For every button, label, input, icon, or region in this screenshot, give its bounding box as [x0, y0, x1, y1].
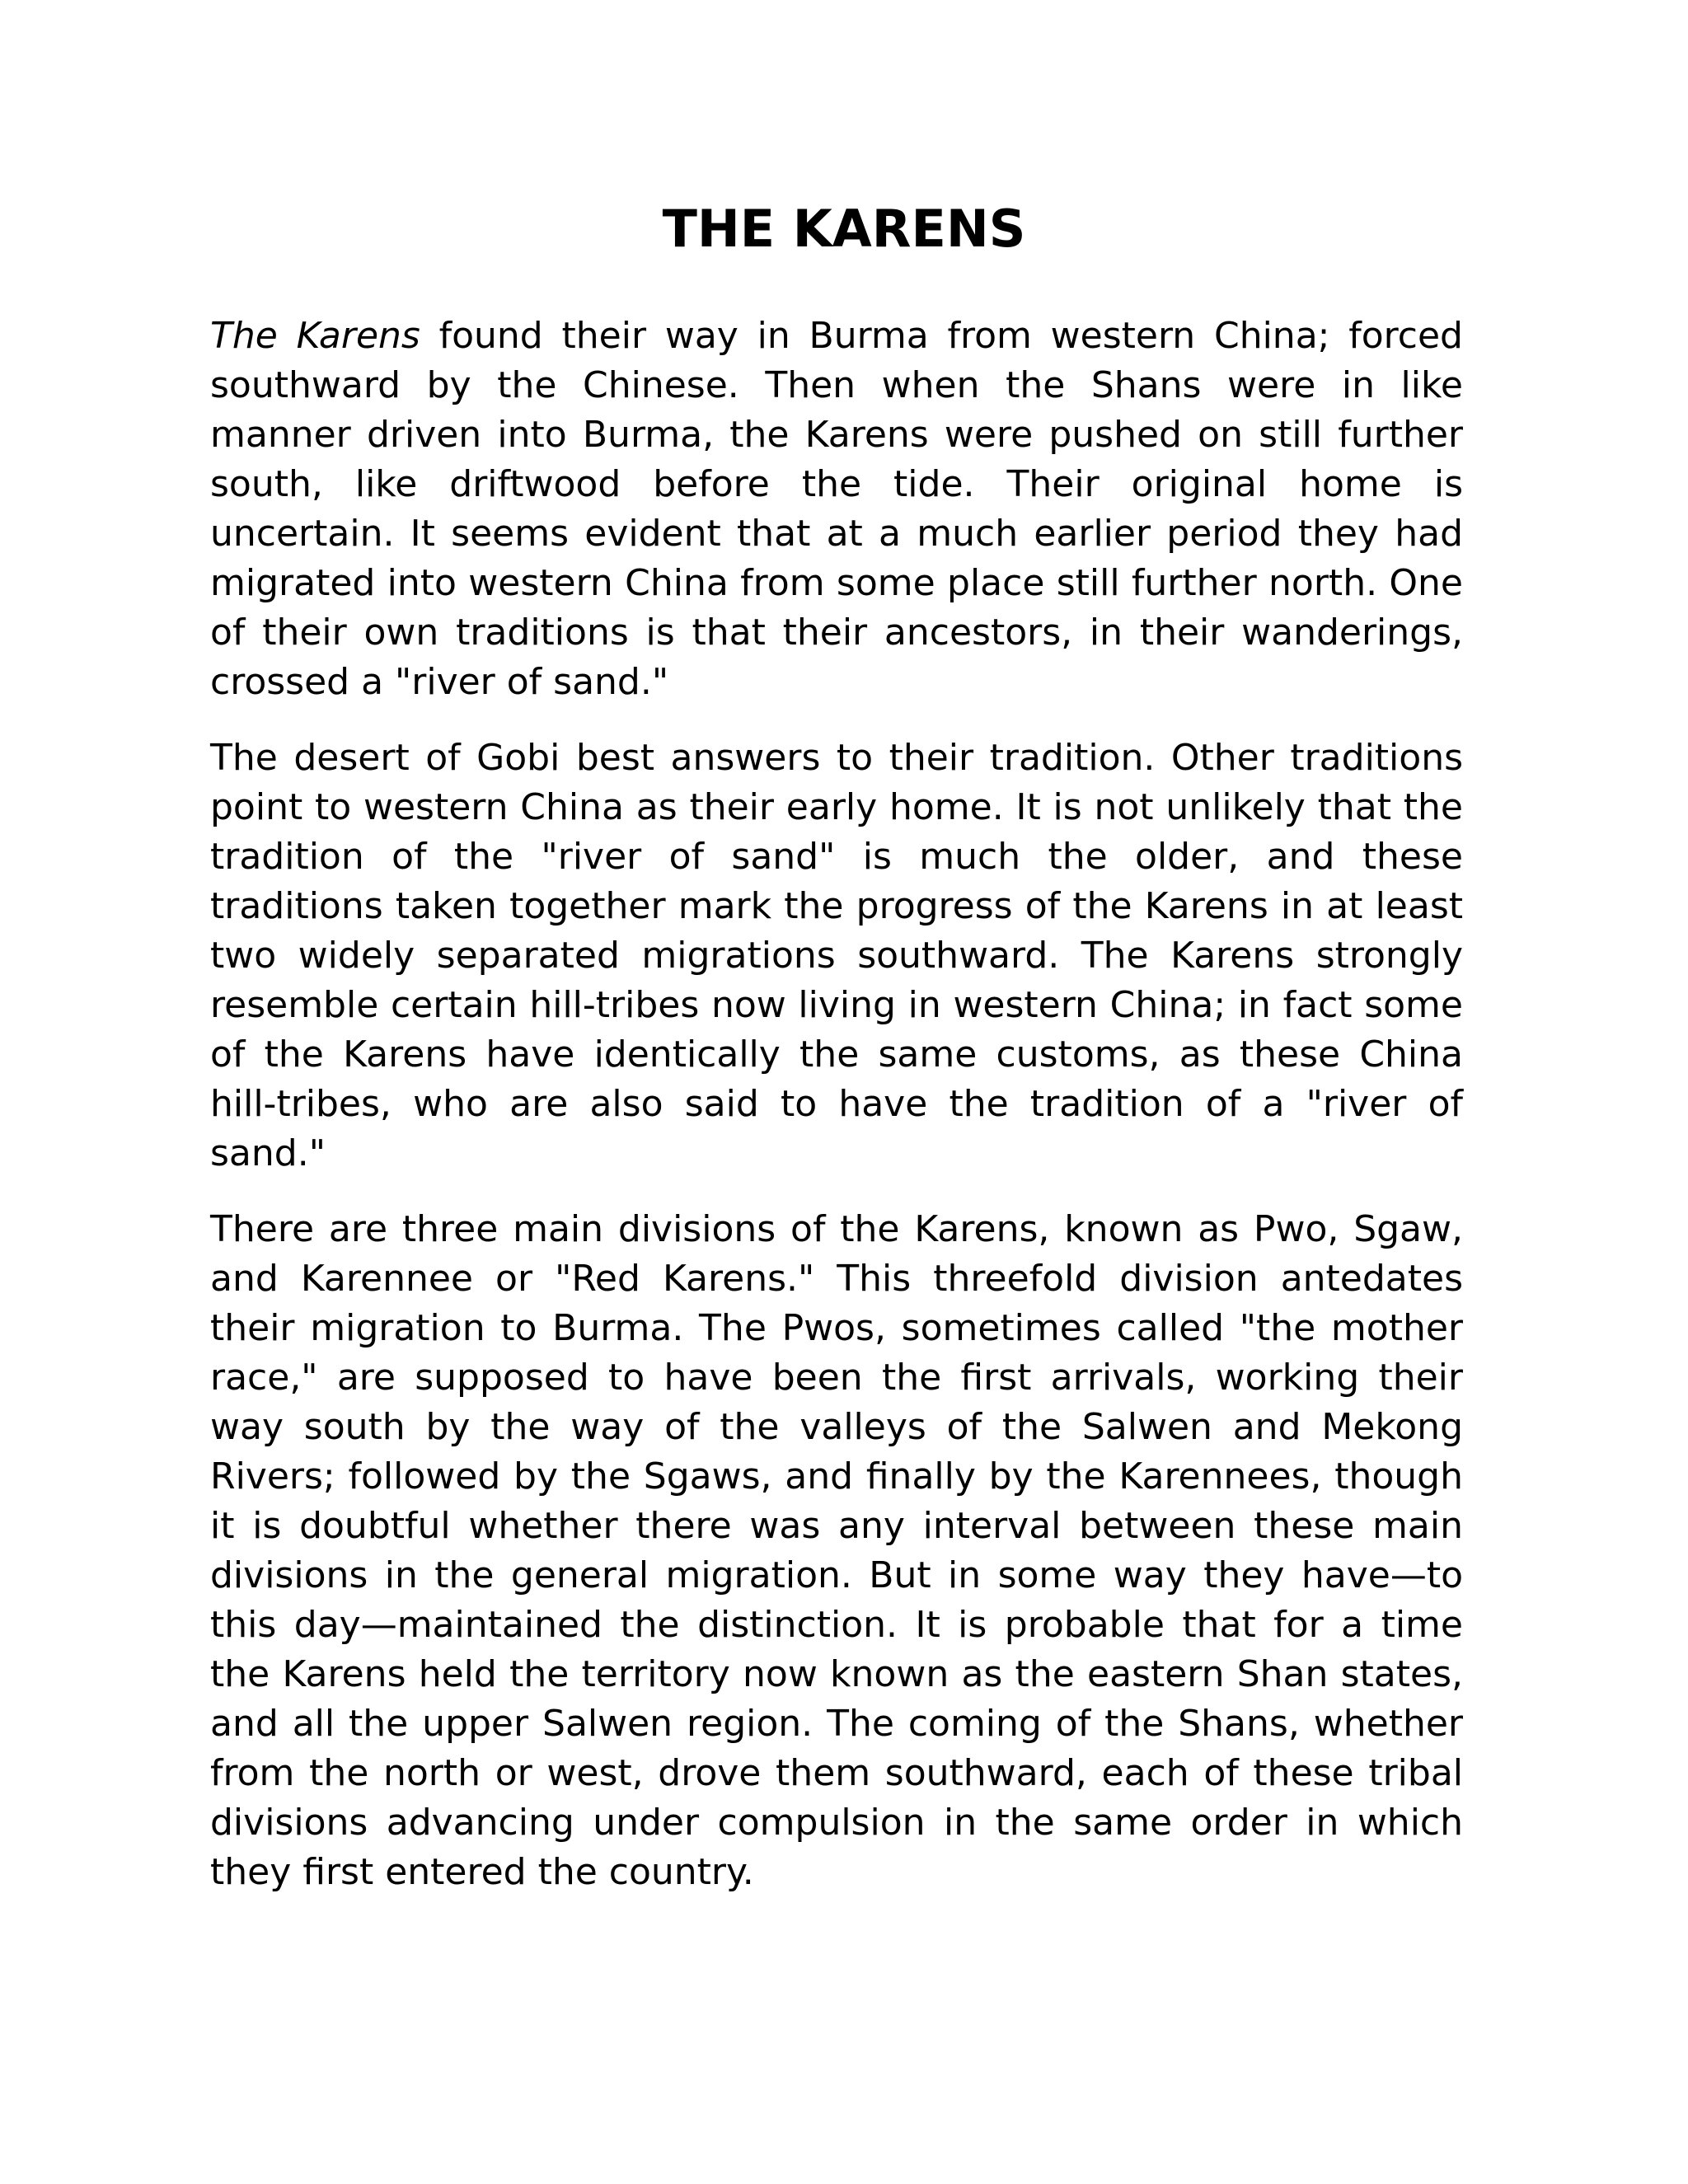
paragraph-1 — [210, 312, 1463, 707]
paragraph-1-lead: The Karens — [210, 315, 420, 357]
paragraph-3: There are three main divisions of the Karens, known as Pwo, Sgaw, and Karennee or "Red Karens." This threefold division antedates their migration to Burma. The Pwos, sometimes called "the mother race," are supposed to have been the first arrivals, working their way south by the way of the valleys of the Salwen and Mekong Rivers; followed by the Sgaws, and finally by the Karennees, though it is doubtful whether there was any interval between these main divisions in the general migration. But in some way they have—to this day—maintained the distinction. It is probable that for a time the Karens held the territory now known as the eastern Shan states, and all the upper Salwen region. The coming of the Shans, whether from the north or west, drove them southward, each of these tribal divisions advancing under compulsion in the same order in which they first entered the country. — [210, 1208, 1463, 1893]
paragraph-1-text: found their way in Burma from western China; forced southward by the Chinese. Then when the Shans were in like manner driven into Burma, the Karens were pushed on still further south, like driftwood before the tide. Their original home is uncertain. It seems evident that at a much earlier period they had migrated into western China from some place still further north. One of their own traditions is that their ancestors, in their wanderings, crossed a "river of sand." — [210, 315, 1463, 703]
document-body — [210, 312, 1463, 1924]
page-title: THE KARENS — [662, 199, 1026, 259]
paragraph-2: The desert of Gobi best answers to their tradition. Other traditions point to western China as their early home. It is not unlikely that the tradition of the "river of sand" is much the older, and these traditions taken together mark the progress of the Karens in at least two widely separated migrations southward. The Karens strongly resemble certain hill-tribes now living in western China; in fact some of the Karens have identically the same customs, as these China hill-tribes, who are also said to have the tradition of a "river of sand." — [210, 737, 1463, 1174]
